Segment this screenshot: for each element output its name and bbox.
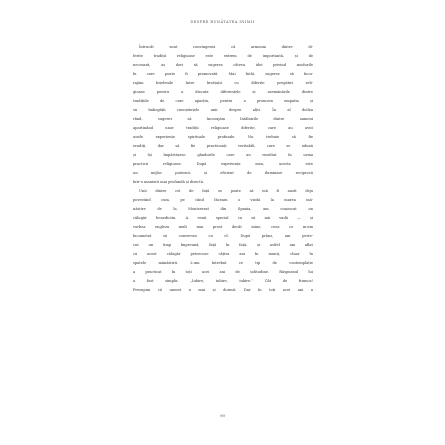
text-line: unele experiențe spirituale profunde. Nu trebuie să fie (133, 135, 313, 139)
page-number: 90 (219, 413, 226, 418)
text-line: în care poate fi promovată. Mai întâi, sugerez să încu- (133, 72, 313, 76)
paragraph-1 (133, 43, 313, 187)
text-line: a practicat în toți acei ani de solitudine. Răspunsul lui (133, 270, 313, 274)
text-line: un mijloc puternic și eficient de iluminare reciprocă (133, 171, 313, 175)
body-text (133, 43, 313, 295)
text-line: aparținând unor tradiții religioase diferite, care au avut (133, 126, 313, 130)
text-line: spatele mănăstirii. L-am întrebat ce tip de contemplație (133, 261, 313, 265)
text-line: necesară, aș dori să sugerez câteva idei privind modurile (133, 63, 313, 67)
text-line: Întrucât sunt convingerea că armonia dintre di- (139, 45, 313, 49)
text-line: a fost simplu: „Iubire, iubire, iubire.” Cât de frumos! (133, 279, 313, 283)
running-head: DESPRE BUNĂTATEA INIMII (190, 20, 255, 24)
text-line: să îmbogății cunoștințele unii despre alții. În al doilea (133, 108, 313, 112)
paragraph-2 (133, 187, 313, 295)
text-line: rând, sugerez să încurajăm întâlnirile dintre oameni (133, 117, 313, 121)
text-line: într-o manieră mai profundă și directă. (133, 180, 205, 184)
text-line: ferite tradiții religioase este extrem de importantă, și de (133, 54, 313, 58)
text-line: încumetat să conversez cu el. După prânz, am petre- (133, 234, 313, 238)
text-line: gioase pentru a discuta diferențele și asemănările dintre (133, 90, 313, 94)
text-line: că acest călugăr petrecuse câțiva ani în munți, chiar în (133, 252, 313, 256)
text-line: tradițiile de care aparțin, pentru a promova empatia și (133, 99, 313, 103)
text-line: erudiți, dar să fie practicanți veritabili, care se adună (133, 144, 313, 148)
text-line: Unii dintre cei de față se poate să mă fi auzit deja (139, 189, 313, 193)
text-line: povestind cum, pe când făceam o vizită la marea mă- (133, 198, 313, 202)
text-line: și își împărtășesc gândurile care au rezultat în urma (133, 153, 313, 157)
text-line: rajăm înțelenile între învățații cu diferite pregătiri reli- (133, 81, 313, 85)
text-line: năstire de la Montserrat din Spania, am cunoscut un (133, 207, 313, 211)
text-line: practicii religioase. După experiența mea, acesta este (133, 162, 313, 166)
text-line: călugăr benedictin. A venit special ca să mă vadă — și (133, 216, 313, 220)
text-line: vorbea engleza mult mai prost decât mine, ceea ce m-am (133, 225, 313, 229)
text-line: Presupun că uneori a mai și dormit. Dar în toți acei ani a (133, 288, 313, 292)
text-line: cut un timp împreună, față în față, și astfel am aflat (133, 243, 313, 247)
